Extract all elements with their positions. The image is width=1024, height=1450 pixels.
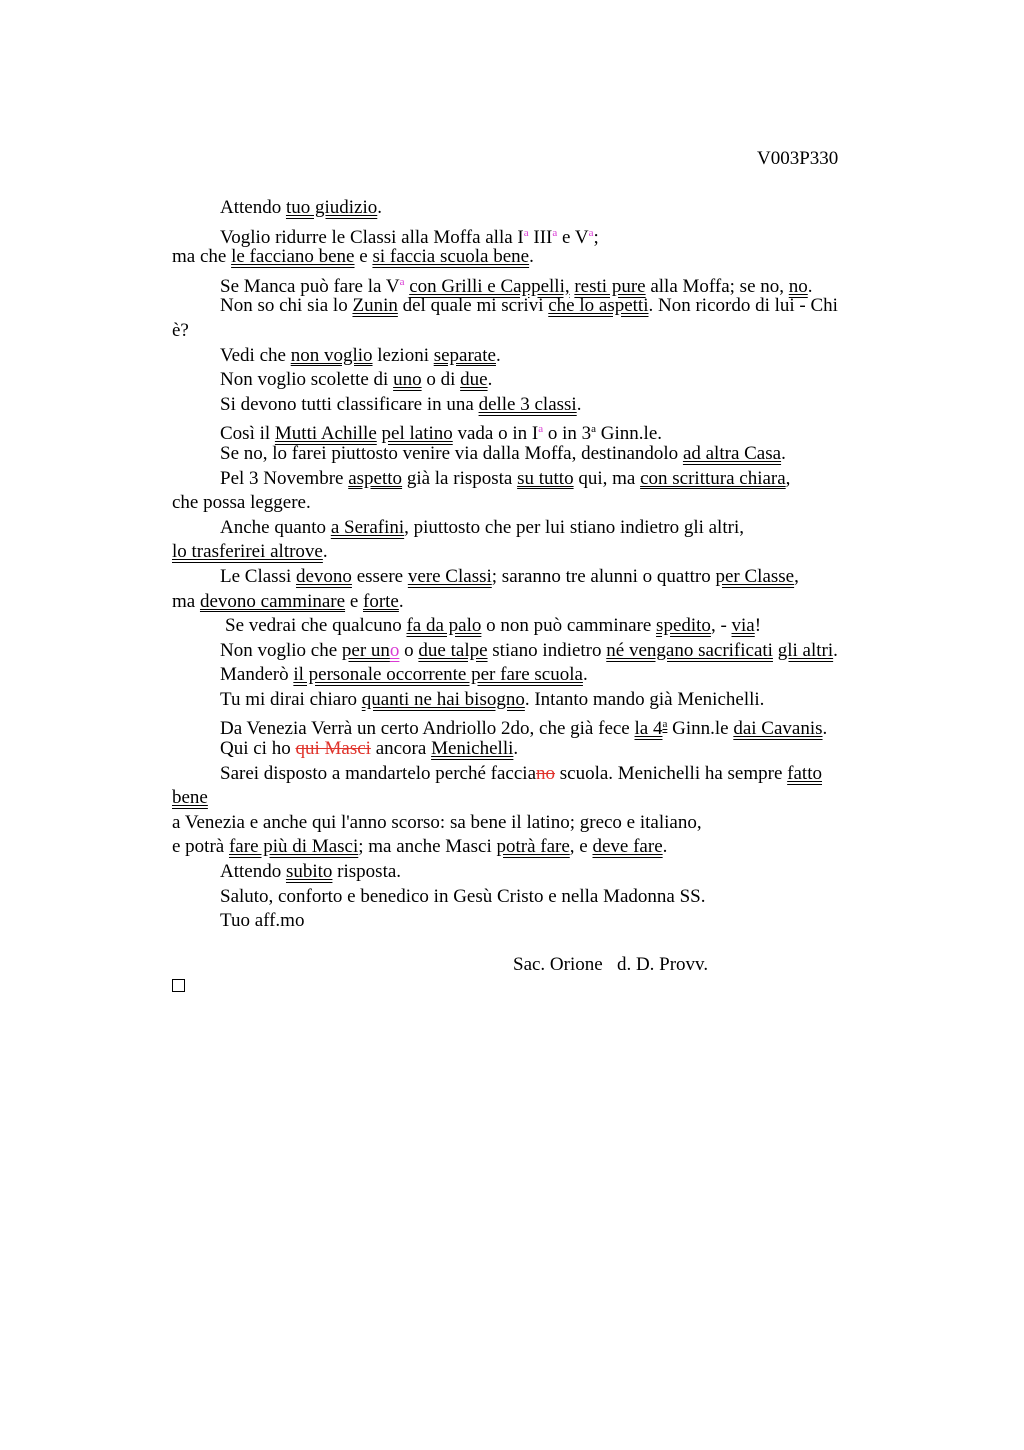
text-segment: lo trasferirei altrove [172, 541, 323, 563]
letter-line [172, 762, 902, 787]
text-segment: , [794, 565, 799, 587]
text-segment: III [528, 226, 553, 248]
text-segment: già la risposta [402, 467, 518, 489]
letter-line [172, 368, 902, 393]
text-segment: né vengano sacrificati [606, 639, 773, 661]
text-segment: fa da palo [406, 615, 482, 637]
text-segment: Vedi che [220, 344, 291, 366]
text-segment: Anche quanto [220, 516, 331, 538]
text-segment: . Non ricordo di lui - Chi [648, 295, 838, 317]
text-segment: Menichelli [431, 738, 514, 760]
text-segment: e V [557, 226, 589, 248]
text-segment: risposta. [332, 861, 402, 883]
letter-line [172, 688, 902, 713]
text-segment: Attendo [220, 861, 286, 883]
checkbox-square-icon [172, 979, 185, 992]
text-segment: bene [172, 787, 208, 809]
text-segment: Non voglio che [220, 639, 342, 661]
text-segment: Mutti Achille [274, 423, 377, 445]
text-segment: a [399, 275, 405, 288]
text-segment: quanti ne hai bisogno [361, 688, 525, 710]
text-segment: fatto [787, 762, 822, 784]
text-segment: alla Moffa; se no, [645, 275, 789, 297]
text-segment: devono [296, 565, 352, 587]
letter-line [172, 737, 902, 762]
text-segment: Ginn.le [667, 718, 734, 740]
text-segment: due [460, 369, 488, 391]
text-segment: no [536, 762, 555, 784]
text-segment: vada o in I [452, 423, 539, 445]
text-segment: o [389, 639, 400, 661]
letter-line [172, 294, 902, 319]
letter-line [172, 590, 902, 615]
text-segment: a [662, 718, 668, 731]
letter-line [172, 712, 902, 740]
text-segment: Da Venezia Verrà un certo Andriollo 2do, che già fece [220, 718, 635, 740]
text-segment: forte [363, 590, 399, 612]
text-segment: , [785, 467, 791, 489]
text-segment: subito [285, 861, 333, 883]
text-segment: con Grilli e Cappelli, [409, 275, 570, 297]
text-segment: essere [351, 565, 408, 587]
text-segment: lezioni [372, 344, 434, 366]
text-segment: gli altri [777, 639, 834, 661]
text-segment: ! [754, 615, 762, 637]
text-segment: Se no, lo farei piuttosto venire via dalla Moffa, destinandolo [220, 442, 683, 464]
text-segment: per un [341, 639, 390, 661]
text-segment: o non può camminare [481, 615, 657, 637]
text-segment: a Serafini [330, 516, 405, 538]
text-segment: Se vedrai che qualcuno [225, 615, 407, 637]
text-segment: . [495, 344, 501, 366]
text-segment: devono camminare [199, 590, 346, 612]
text-segment: Sarei disposto a mandartelo perché faccia [220, 762, 536, 784]
text-segment: potrà fare [496, 836, 570, 858]
text-segment: la 4 [634, 718, 663, 740]
text-segment: Così il [220, 423, 275, 445]
letter-line [172, 221, 902, 246]
text-segment: a [538, 423, 544, 436]
text-segment: e potrà [172, 836, 229, 858]
text-segment: Tu mi dirai chiaro [220, 688, 362, 710]
text-segment: le facciano bene [231, 246, 355, 268]
text-segment: . [398, 590, 404, 612]
text-segment: Attendo [220, 197, 286, 218]
text-segment: a Venezia e anche qui l'anno scorso: sa bene il latino; greco e italiano, [172, 811, 702, 833]
text-segment: ma che [172, 246, 232, 268]
text-segment: a [588, 226, 594, 239]
text-segment: ancora [370, 738, 432, 760]
text-segment: per Classe [715, 565, 795, 587]
text-segment: ; saranno tre alunni o quattro [491, 565, 716, 587]
text-segment: delle 3 classi [478, 393, 577, 415]
text-segment: e [345, 590, 363, 612]
text-segment: a [552, 226, 558, 239]
text-segment: Si devono tutti classificare in una [220, 393, 479, 415]
text-segment: ; [593, 226, 599, 248]
text-segment: ma [172, 590, 200, 612]
letter-line [172, 491, 902, 516]
text-segment: o di [421, 369, 461, 391]
letter-line [172, 417, 902, 445]
text-segment: stiano indietro [487, 639, 607, 661]
text-segment: a [591, 423, 597, 436]
text-segment: è? [172, 319, 189, 341]
text-segment: o [399, 639, 419, 661]
text-segment: pel latino [381, 423, 453, 445]
letter-line [172, 245, 902, 270]
text-segment: Zunin [352, 295, 398, 317]
letter-line [172, 663, 902, 688]
text-segment: . [576, 393, 582, 415]
letter-line [172, 393, 902, 418]
text-segment: Voglio ridurre le Classi alla Moffa alla I [220, 226, 524, 248]
text-segment: il personale occorrente per fare scuola [293, 664, 583, 686]
text-segment: o in 3 [543, 423, 592, 445]
letter-line [172, 835, 902, 860]
text-segment: ad altra Casa [682, 442, 782, 464]
letter-line [172, 540, 902, 565]
text-segment: tuo giudizio [285, 197, 378, 218]
text-segment: Le Classi [220, 565, 296, 587]
text-segment: . Intanto mando già Menichelli. [524, 688, 765, 710]
text-segment: e [354, 246, 373, 268]
letter-line [172, 565, 902, 590]
letter-line [172, 639, 902, 664]
letter-line [172, 344, 902, 369]
text-segment: vere Classi [407, 565, 492, 587]
letter-line [172, 811, 902, 836]
text-segment: separate [433, 344, 496, 366]
text-segment: con scrittura chiara [640, 467, 786, 489]
text-segment: ; ma anche Masci [358, 836, 497, 858]
text-segment: si faccia scuola bene [372, 246, 530, 268]
text-segment: Ginn.le. [596, 423, 663, 445]
text-segment: no [788, 275, 808, 297]
text-segment: Se Manca può fare la V [220, 275, 400, 297]
letter-line [172, 786, 902, 811]
letter-line [172, 860, 902, 885]
text-segment: che possa leggere. [172, 492, 311, 514]
letter-line [172, 270, 902, 295]
letter-line [172, 516, 902, 541]
text-segment: che lo aspetti [548, 295, 649, 317]
letter-line [172, 614, 902, 639]
text-segment: scuola. Menichelli ha sempre [555, 762, 788, 784]
text-segment: . [513, 738, 519, 760]
letter-line [172, 442, 902, 467]
letter-line [172, 467, 902, 492]
text-segment: via [731, 615, 755, 637]
text-segment: . [487, 369, 493, 391]
text-segment: qui Masci [295, 738, 371, 760]
text-segment: Tuo aff.mo [220, 910, 305, 932]
text-segment: dai Cavanis [733, 718, 823, 740]
text-segment: qui, ma [573, 467, 641, 489]
text-segment: Qui ci ho [220, 738, 296, 760]
text-segment: . [781, 442, 786, 464]
text-segment: deve fare [592, 836, 663, 858]
letter-line [172, 885, 902, 910]
text-segment: resti pure [574, 275, 646, 297]
letter-line [172, 909, 902, 934]
text-segment: Non voglio scolette di [220, 369, 394, 391]
document-reference: V003P330 [757, 148, 839, 169]
letter-line [172, 196, 902, 221]
text-segment: aspetto [348, 467, 403, 489]
text-segment: spedito [656, 615, 711, 637]
text-segment: su tutto [517, 467, 574, 489]
text-segment: Saluto, conforto e benedico in Gesù Cristo e nella Madonna SS. [220, 885, 706, 907]
text-segment: . [822, 718, 828, 740]
text-segment: a [523, 226, 529, 239]
text-segment: uno [393, 369, 422, 391]
text-segment: del quale mi scrivi [397, 295, 549, 317]
text-segment: Manderò [220, 664, 294, 686]
text-segment: . [529, 246, 534, 268]
text-segment: due talpe [418, 639, 488, 661]
text-segment: . [377, 197, 383, 218]
letter-body [172, 196, 902, 934]
text-segment: fare più di Masci [228, 836, 359, 858]
text-segment: . [807, 275, 813, 297]
letter-line [172, 319, 902, 344]
text-segment: . [582, 664, 588, 686]
text-segment: , piuttosto che per lui stiano indietro gli altri, [404, 516, 744, 538]
text-segment: . [322, 541, 328, 563]
text-segment: non voglio [290, 344, 373, 366]
text-segment: Non so chi sia lo [220, 295, 353, 317]
text-segment: . [833, 639, 838, 661]
text-segment: Pel 3 Novembre [220, 467, 349, 489]
signature: Sac. Orione d. D. Provv. [513, 954, 709, 975]
text-segment: , e [569, 836, 593, 858]
text-segment: , - [710, 615, 732, 637]
text-segment: . [662, 836, 668, 858]
